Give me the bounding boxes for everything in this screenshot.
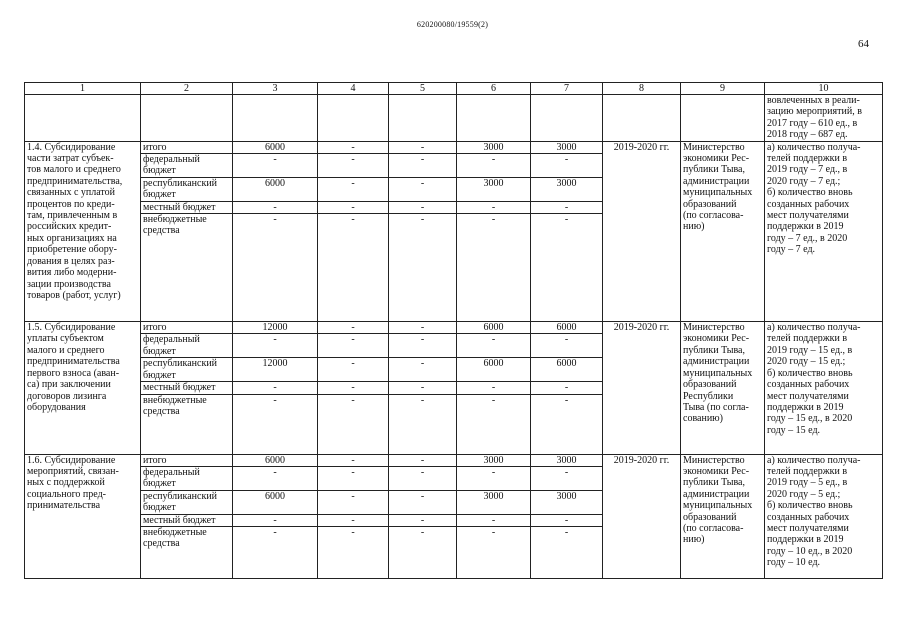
amount-cell: -: [233, 382, 318, 394]
funding-source-label: итого: [141, 454, 233, 466]
funding-source-label: внебюджетные средства: [141, 394, 233, 454]
amount-cell: 6000: [531, 322, 603, 334]
amount-cell: 3000: [531, 141, 603, 153]
amount-cell: 3000: [531, 454, 603, 466]
column-header: 6: [457, 83, 531, 95]
amount-cell: -: [318, 154, 389, 178]
amount-cell: -: [457, 514, 531, 526]
amount-cell: -: [457, 394, 531, 454]
amount-cell: 6000: [457, 322, 531, 334]
amount-cell: -: [457, 526, 531, 578]
period-cell: 2019-2020 гг.: [603, 141, 681, 321]
empty-cell: [318, 95, 389, 142]
result-cell: а) количество получа- телей поддержки в 2019 году – 5 ед., в 2020 году – 5 ед.; б) количество вновь созданных рабочих мест получателями поддержки в 2019 году – 10 ед., в 2020 году – 10 ед.: [765, 454, 883, 578]
amount-cell: -: [531, 394, 603, 454]
amount-cell: -: [233, 514, 318, 526]
measure-name: 1.6. Субсидирование мероприятий, связан- ных с поддержкой социального пред- принимательства: [25, 454, 141, 578]
amount-cell: -: [457, 154, 531, 178]
amount-cell: -: [389, 154, 457, 178]
empty-cell: [457, 95, 531, 142]
amount-cell: -: [457, 214, 531, 322]
column-header: 1: [25, 83, 141, 95]
amount-cell: -: [318, 322, 389, 334]
amount-cell: 6000: [457, 358, 531, 382]
amount-cell: -: [389, 466, 457, 490]
amount-cell: -: [318, 454, 389, 466]
funding-source-label: федеральный бюджет: [141, 466, 233, 490]
column-header: 8: [603, 83, 681, 95]
amount-cell: -: [318, 201, 389, 213]
amount-cell: -: [389, 382, 457, 394]
amount-cell: 6000: [233, 490, 318, 514]
amount-cell: 6000: [531, 358, 603, 382]
funding-source-label: федеральный бюджет: [141, 154, 233, 178]
amount-cell: -: [233, 334, 318, 358]
table-row: [25, 141, 883, 153]
amount-cell: -: [318, 526, 389, 578]
amount-cell: -: [457, 334, 531, 358]
amount-cell: -: [318, 382, 389, 394]
table-row: [25, 454, 883, 466]
amount-cell: -: [389, 177, 457, 201]
column-header: 3: [233, 83, 318, 95]
result-cell: а) количество получа- телей поддержки в 2019 году – 7 ед., в 2020 году – 7 ед.; б) количество вновь созданных рабочих мест получателями поддержки в 2019 году – 7 ед., в 2020 году – 7 ед.: [765, 141, 883, 321]
amount-cell: -: [531, 201, 603, 213]
amount-cell: -: [389, 526, 457, 578]
table-row: [25, 322, 883, 334]
amount-cell: -: [457, 466, 531, 490]
amount-cell: -: [389, 514, 457, 526]
executor-cell: Министерство экономики Рес- публики Тыва, администрации муниципальных образований (по согласова- нию): [681, 141, 765, 321]
amount-cell: -: [531, 154, 603, 178]
amount-cell: -: [531, 382, 603, 394]
amount-cell: 6000: [233, 177, 318, 201]
amount-cell: -: [389, 394, 457, 454]
amount-cell: 3000: [457, 141, 531, 153]
amount-cell: -: [318, 177, 389, 201]
funding-source-label: местный бюджет: [141, 382, 233, 394]
amount-cell: -: [318, 490, 389, 514]
amount-cell: 12000: [233, 322, 318, 334]
amount-cell: -: [233, 526, 318, 578]
amount-cell: -: [389, 454, 457, 466]
amount-cell: -: [318, 358, 389, 382]
amount-cell: -: [389, 490, 457, 514]
empty-cell: [681, 95, 765, 142]
empty-cell: [141, 95, 233, 142]
column-header: 10: [765, 83, 883, 95]
funding-source-label: республиканский бюджет: [141, 358, 233, 382]
period-cell: 2019-2020 гг.: [603, 454, 681, 578]
amount-cell: 3000: [457, 490, 531, 514]
amount-cell: -: [531, 334, 603, 358]
amount-cell: -: [531, 466, 603, 490]
amount-cell: -: [389, 322, 457, 334]
column-header: 7: [531, 83, 603, 95]
empty-cell: [531, 95, 603, 142]
funding-source-label: республиканский бюджет: [141, 177, 233, 201]
amount-cell: -: [389, 141, 457, 153]
column-header: 4: [318, 83, 389, 95]
amount-cell: -: [233, 466, 318, 490]
result-cell: а) количество получа- телей поддержки в 2019 году – 15 ед., в 2020 году – 15 ед.; б) количество вновь созданных рабочих мест получателями поддержки в 2019 году – 15 ед., в 2020 году – 15 ед.: [765, 322, 883, 454]
amount-cell: -: [389, 334, 457, 358]
continuation-row: [25, 95, 883, 142]
funding-source-label: местный бюджет: [141, 201, 233, 213]
amount-cell: -: [531, 514, 603, 526]
amount-cell: -: [318, 466, 389, 490]
empty-cell: [25, 95, 141, 142]
column-header: 9: [681, 83, 765, 95]
amount-cell: 3000: [531, 490, 603, 514]
document-number: 620200080/19559(2): [416, 20, 489, 29]
measure-name: 1.4. Субсидирование части затрат субъек- тов малого и среднего предпринимательства, связанных с уплатой процентов по креди- там, привлеченным в российских кредит- ных организациях на приобретение обору- дования в целях раз- вития либо модерни- зации производства товаров (работ, услуг): [25, 141, 141, 321]
amount-cell: 3000: [457, 177, 531, 201]
amount-cell: 6000: [233, 454, 318, 466]
funding-source-label: внебюджетные средства: [141, 526, 233, 578]
executor-cell: Министерство экономики Рес- публики Тыва, администрации муниципальных образований (по согласова- нию): [681, 454, 765, 578]
executor-cell: Министерство экономики Рес- публики Тыва, администрации муниципальных образований Республики Тыва (по согла- сованию): [681, 322, 765, 454]
empty-cell: [389, 95, 457, 142]
funding-source-label: итого: [141, 322, 233, 334]
amount-cell: -: [457, 382, 531, 394]
empty-cell: [233, 95, 318, 142]
funding-source-label: республиканский бюджет: [141, 490, 233, 514]
amount-cell: -: [389, 201, 457, 213]
column-number-row: [25, 83, 883, 95]
amount-cell: -: [233, 201, 318, 213]
page-number: 64: [858, 38, 869, 50]
funding-source-label: итого: [141, 141, 233, 153]
amount-cell: -: [318, 141, 389, 153]
amount-cell: -: [318, 514, 389, 526]
measure-name: 1.5. Субсидирование уплаты субъектом малого и среднего предпринимательства первого взноса (аван- са) при заключении договоров лизинга оборудования: [25, 322, 141, 454]
amount-cell: -: [389, 214, 457, 322]
amount-cell: -: [531, 214, 603, 322]
amount-cell: 12000: [233, 358, 318, 382]
amount-cell: -: [318, 214, 389, 322]
funding-source-label: федеральный бюджет: [141, 334, 233, 358]
amount-cell: 3000: [457, 454, 531, 466]
column-header: 2: [141, 83, 233, 95]
program-table: [24, 82, 883, 579]
continuation-result-text: вовлеченных в реали- зацию мероприятий, в 2017 году – 610 ед., в 2018 году – 687 ед.: [765, 95, 883, 142]
amount-cell: -: [457, 201, 531, 213]
empty-cell: [603, 95, 681, 142]
period-cell: 2019-2020 гг.: [603, 322, 681, 454]
amount-cell: -: [233, 214, 318, 322]
column-header: 5: [389, 83, 457, 95]
amount-cell: 3000: [531, 177, 603, 201]
funding-source-label: внебюджетные средства: [141, 214, 233, 322]
amount-cell: -: [233, 394, 318, 454]
amount-cell: -: [389, 358, 457, 382]
amount-cell: -: [531, 526, 603, 578]
funding-source-label: местный бюджет: [141, 514, 233, 526]
amount-cell: -: [318, 334, 389, 358]
amount-cell: 6000: [233, 141, 318, 153]
amount-cell: -: [318, 394, 389, 454]
amount-cell: -: [233, 154, 318, 178]
